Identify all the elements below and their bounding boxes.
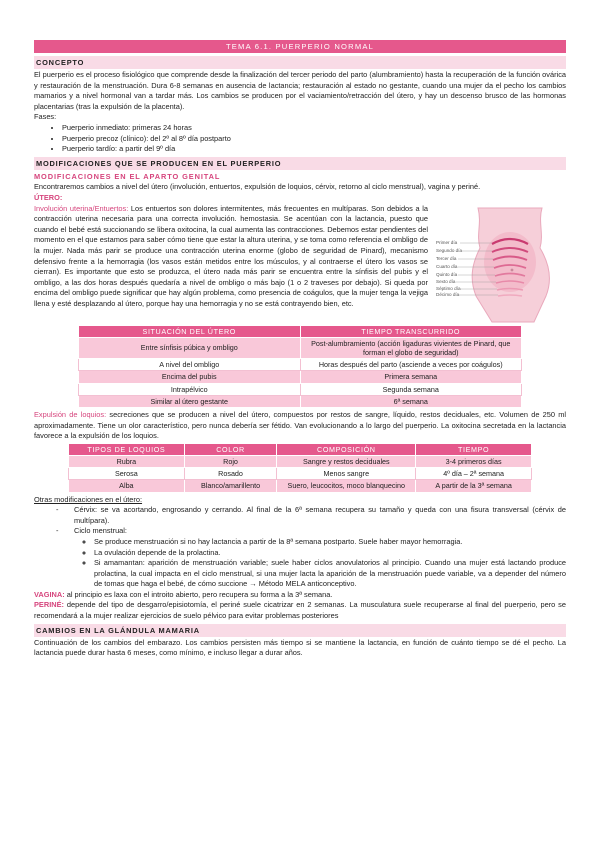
table-cell: Rubra (69, 455, 185, 467)
ciclo-menstrual-label: - Ciclo menstrual: (74, 526, 127, 536)
loquios-text: secreciones que se producen a nivel del útero, compuestos por restos de sangre, líquido, restos deciduales, etc. Volumen de 250 ml aproximadamente. Tiene un olor característico, pero nunca debería ser fétido. Van evolucionando a lo largo del puerperio. La oxitocina secretada en la lactancia favorece a la expulsión de los loquios. (34, 409, 566, 441)
fase-item: • Puerperio precoz (clínico): del 2º al 8º día postparto (62, 134, 566, 145)
vagina-label: VAGINA: (34, 589, 65, 599)
table-header: COMPOSICIÓN (277, 443, 416, 455)
figure-label-day: Décimo día (436, 291, 460, 297)
section-concepto-heading: CONCEPTO (34, 56, 566, 69)
involucion-text-block (34, 204, 428, 324)
table-header-row (79, 325, 522, 337)
table-cell: Rojo (184, 455, 277, 467)
document-page (34, 40, 566, 659)
figure-label-day: Cuarto día (436, 263, 458, 269)
perine-label: PERINÉ: (34, 600, 64, 610)
table-cell: Sangre y restos deciduales (277, 455, 416, 467)
figure-label-day: Primer día (436, 239, 458, 245)
table-row (79, 383, 522, 395)
uterus-involution-svg (434, 204, 566, 324)
fase-item: • Puerperio tardío: a partir del 9º día (62, 144, 566, 155)
aparato-genital-paragraph: Encontraremos cambios a nivel del útero (involución, entuertos, expulsión de loquios, cérvix, retorno al ciclo menstrual), vagina y periné. (34, 182, 481, 192)
table-cell: Serosa (69, 468, 185, 480)
section-glandula-mamaria-heading: CAMBIOS EN LA GLÁNDULA MAMARIA (34, 624, 566, 637)
table-cell: 6ª semana (300, 395, 522, 407)
table-header: TIEMPO TRANSCURRIDO (300, 325, 522, 337)
list-item (94, 558, 566, 590)
table-cell: Encima del pubis (79, 371, 301, 383)
otras-modificaciones-label: Otras modificaciones en el útero: (34, 494, 143, 504)
table-cell: Rosado (184, 468, 277, 480)
table-row (79, 371, 522, 383)
section-modificaciones-heading: MODIFICACIONES QUE SE PRODUCEN EN EL PUERPERIO (34, 157, 566, 170)
figure-label-day: Tercer día (436, 255, 457, 261)
table-header: SITUACIÓN DEL ÚTERO (79, 325, 301, 337)
uterus-involution-illustration (434, 204, 566, 324)
list-item: ◦ Se produce menstruación si no hay lactancia a partir de la 8ª semana postparto. Suele haber mayor hemorragia. (94, 537, 566, 548)
vagina-text: al principio es laxa con el introito abierto, pero recupera su forma a la 3ª semana. (64, 589, 333, 599)
fases-list (34, 123, 566, 155)
table-cell: Entre sínfisis púbica y ombligo (79, 337, 301, 358)
table-cell: Intrapélvico (79, 383, 301, 395)
table-row (79, 395, 522, 407)
figure-label-day: Segundo día (436, 247, 463, 253)
figure-label-day: Sexto día (436, 278, 456, 284)
involucion-block (34, 204, 566, 324)
table-cell: 4º día – 2ª semana (416, 468, 532, 480)
table-header: TIPOS DE LOQUIOS (69, 443, 185, 455)
table-header-row (69, 443, 532, 455)
otras-modificaciones-list (34, 505, 566, 590)
figure-label-day: Quinto día (436, 271, 458, 277)
table-cell: Primera semana (300, 371, 522, 383)
involucion-label: Involución uterina/Entuertos: (34, 203, 129, 213)
table-row (69, 468, 532, 480)
tabla-situacion-utero (78, 325, 522, 408)
aparato-genital-heading: MODIFICACIONES EN EL APARTO GENITAL (34, 171, 221, 181)
table-cell: A partir de la 3ª semana (416, 480, 532, 492)
ciclo-menstrual-list (74, 537, 566, 590)
perine-paragraph (34, 600, 566, 621)
document-title: TEMA 6.1. PUERPERIO NORMAL (34, 40, 566, 53)
figure-label-day: Séptimo día (436, 285, 461, 291)
table-cell: Blanco/amarillento (184, 480, 277, 492)
table-row (79, 359, 522, 371)
utero-label: ÚTERO: (34, 192, 63, 202)
involucion-paragraph (34, 204, 428, 310)
table-cell: Segunda semana (300, 383, 522, 395)
table-cell: 3-4 primeros días (416, 455, 532, 467)
fase-item: • Puerperio inmediato: primeras 24 horas (62, 123, 566, 134)
perine-text: depende del tipo de desgarro/episiotomía, el periné suele cicatrizar en 2 semanas. La musculatura suele recuperarse al final del puerperio, pero se recomendará a la mujer realizar ejercicios de suelo pélvico para evitar problemas posteriores (34, 600, 566, 621)
list-item (74, 505, 566, 526)
concepto-paragraph: El puerperio es el proceso fisiológico que comprende desde la finalización del tercer periodo del parto (alumbramiento) hasta la recuperación de la función ovárica y restauración de la menstruación. Dura 6-8 semanas en ausencia de lactancia; restauración al estado no gestante, cuando una mujer da el pecho los cambios mamarios y a nivel hormonal van a tardar más. Los cambios se producen por el vaciamiento/retracción del útero, y hay un descenso brusco de las hormonas placentarias (tras la expulsión de la placenta). (34, 70, 566, 111)
glandula-mamaria-paragraph: Continuación de los cambios del embarazo. Los cambios persisten más tiempo si se mantiene la lactancia, en función de cuánto tiempo se dé el pecho. La lactancia puede durar hasta 6 meses, como mínimo, e incluso llegar a durar años. (34, 637, 566, 658)
involucion-text: Los entuertos son dolores intermitentes, más frecuentes en multíparas. Son debidos a la contracción uterina necesaria para una correcta involución. hemostasia. Se acentúan con la lactancia, puesto que cuando el bebé está succionando se libera oxitocina, la cual aumenta las contracciones. Debemos estar pendientes del momento en el que estamos para saber cómo tiene que estar la altura uterina, y se toma como referencia el ombligo de la mujer. Nada más parir se produce una contracción uterina enorme (globo de seguridad de Pinard), mecanismo defensivo frente a la hemorragia (los vasos están metidos entre los músculos, y al contraerse el útero los vasos se cierran). Es importante que esto se produzca, el útero nada más parir se encuentra entre la sínfisis del pubis y el ombligo, a las dos horas después quedaría a nivel de ombligo o más bajo (1 o 2 traveses por debajo). Si queda por encima del ombligo puede significar que hay algún problema, como presencia de coágulos, que la mujer tenga la vejiga llena y esté desplazando al útero, porque hay una hemorragia y no se está contrayendo bien, etc. (34, 203, 429, 308)
table-cell: Alba (69, 480, 185, 492)
loquios-label: Expulsión de loquios: (34, 409, 107, 419)
table-cell: Horas después del parto (asciende a veces por coágulos) (300, 359, 522, 371)
table-cell: Post-alumbramiento (acción ligaduras vivientes de Pinard, que forman el globo de seguridad) (300, 337, 522, 358)
table-row (79, 337, 522, 358)
table-cell: Similar al útero gestante (79, 395, 301, 407)
table-row (69, 480, 532, 492)
fases-label: Fases: (34, 112, 57, 122)
table-cell: Menos sangre (277, 468, 416, 480)
table-header: TIEMPO (416, 443, 532, 455)
table-cell: A nivel del ombligo (79, 359, 301, 371)
ciclo-item-text: ◦ Si amamantan: aparición de menstruación variable; suele haber ciclos anovulatorios al principio. Cuando una mujer está lactando produce prolactina, la cual impacta en el ciclo menstrual, si una mujer lacta la aparición de la menstruación puede variable, va a depender del número de tomas que haga el bebé, de cómo succione → Método MELA anticonceptivo. (94, 558, 566, 589)
loquios-paragraph (34, 410, 566, 442)
table-row (69, 455, 532, 467)
table-cell: Suero, leucocitos, moco blanquecino (277, 480, 416, 492)
tabla-loquios (68, 443, 532, 493)
list-item (74, 526, 566, 590)
cervix-text: - Cérvix: se va acortando, engrosando y cerrando. Al final de la 6ª semana recupera su tamaño y queda con una fisura transversal (cérvix de multípara). (74, 505, 566, 525)
list-item: ◦ La ovulación depende de la prolactina. (94, 548, 566, 559)
vagina-paragraph (34, 590, 566, 601)
table-header: COLOR (184, 443, 277, 455)
